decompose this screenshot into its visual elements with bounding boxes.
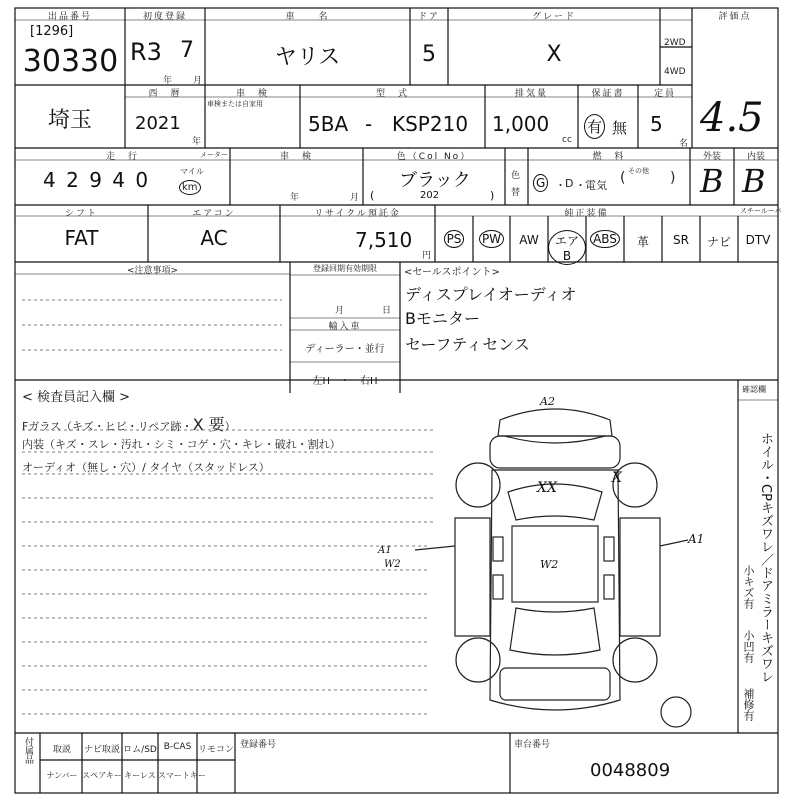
score-label: 評価点 bbox=[718, 12, 752, 22]
ac: AC bbox=[200, 226, 228, 250]
model-dash: - bbox=[365, 112, 373, 136]
yen-unit: 円 bbox=[422, 251, 432, 261]
deadline-month: 月 bbox=[335, 306, 345, 316]
mileage-digit: 4 bbox=[112, 168, 128, 192]
lot-number: 30330 bbox=[22, 44, 119, 79]
mileage-digit: 2 bbox=[66, 168, 81, 192]
cc-unit: cc bbox=[562, 135, 572, 145]
drive-4wd: 4WD bbox=[664, 67, 686, 77]
lot-sub-number: [1296] bbox=[30, 24, 74, 39]
equipment-airbag: エアB bbox=[548, 230, 586, 265]
damage-mark: W2 bbox=[384, 559, 401, 570]
accessory: リモコン bbox=[197, 745, 234, 755]
exterior-grade: B bbox=[700, 162, 724, 200]
equipment-ps: PS bbox=[435, 230, 473, 248]
dealer-parallel: ディーラー・並行 bbox=[305, 344, 385, 355]
first-registration-month: 7 bbox=[180, 38, 194, 63]
sales-points-label: <セールスポイント> bbox=[404, 267, 500, 278]
mileage-digit: 0 bbox=[135, 168, 151, 192]
inspection-expiry-year: 年 bbox=[290, 193, 300, 203]
equipment-aw: AW bbox=[519, 233, 539, 247]
equipment-label: 純正装備 bbox=[564, 209, 609, 219]
inspector-line-glass: Fガラス（キズ・ヒビ・リペア跡・X 要） bbox=[22, 415, 236, 434]
score: 4.5 bbox=[700, 95, 764, 141]
damage-mark: W2 bbox=[540, 558, 559, 571]
sales-point: Bモニター bbox=[405, 309, 480, 328]
doors-label: ドア bbox=[418, 12, 440, 22]
damage-mark: A2 bbox=[540, 395, 555, 408]
region: 埼玉 bbox=[47, 108, 92, 133]
fuel-paren-open: ( bbox=[620, 170, 626, 186]
damage-mark: A1 bbox=[688, 532, 705, 546]
interior-label: 内装 bbox=[746, 152, 765, 162]
first-registration-label: 初度登録 bbox=[142, 12, 187, 22]
accessory: 取説 bbox=[52, 745, 71, 755]
damage-mark: XX bbox=[537, 480, 557, 496]
misc-label: スチールーバ bbox=[740, 207, 782, 215]
accessories-label: 付属品 bbox=[23, 737, 33, 764]
fuel-dot: ・ bbox=[555, 179, 566, 192]
fuel-paren-close: ) bbox=[670, 170, 676, 186]
month-char: 月 bbox=[193, 76, 203, 86]
mileage-unit-mile: マイル bbox=[180, 167, 204, 176]
mileage-digit: 4 bbox=[43, 168, 58, 192]
inspector-line-interior: 内装（キズ・スレ・汚れ・シミ・コゲ・穴・キレ・破れ・割れ） bbox=[22, 438, 341, 451]
fuel-electric: 電気 bbox=[585, 179, 607, 192]
equipment-leather: 革 bbox=[636, 235, 649, 249]
mileage-digit: 9 bbox=[89, 168, 104, 192]
damage-mark: A1 bbox=[378, 545, 392, 556]
warranty-no: 無 bbox=[612, 119, 628, 137]
handle-side: 左H ・ 右H bbox=[312, 376, 378, 387]
meter-label: メーター bbox=[200, 151, 228, 159]
capacity-unit: 名 bbox=[679, 139, 689, 149]
accessory: ナビ取説 bbox=[83, 745, 120, 755]
year-suffix: 年 bbox=[192, 137, 202, 147]
repaint-label: 色 bbox=[511, 171, 521, 181]
accessory: スマートキー bbox=[158, 771, 206, 780]
registration-number-label: 登録番号 bbox=[240, 740, 277, 750]
color-code: 202 bbox=[420, 190, 440, 201]
warranty-label: 保証書 bbox=[591, 89, 625, 99]
repaint-label: 替 bbox=[511, 188, 521, 198]
side-note: 小キズ有 bbox=[742, 565, 755, 609]
displacement: 1,000 bbox=[492, 112, 550, 136]
color-paren-close: ) bbox=[490, 189, 495, 202]
damage-mark: X bbox=[612, 470, 622, 486]
displacement-label: 排気量 bbox=[514, 89, 548, 99]
equipment-abs: ABS bbox=[586, 230, 624, 248]
year-char: 年 bbox=[163, 76, 173, 86]
equipment-sunroof: SR bbox=[673, 233, 689, 247]
grade-label: グレード bbox=[531, 12, 576, 22]
sales-point: セーフティセンス bbox=[405, 335, 530, 354]
side-note: 小凹有 bbox=[742, 630, 755, 663]
inspection-note: 車検または自家用 bbox=[207, 100, 263, 108]
model-prefix: 5BA bbox=[308, 112, 349, 136]
first-registration-era: R3 bbox=[130, 38, 162, 66]
recycle-fee: 7,510 bbox=[355, 228, 413, 252]
accessory: ナンバー bbox=[46, 771, 78, 780]
sales-point: ディスプレイオーディオ bbox=[405, 285, 577, 304]
equipment-navi: ナビ bbox=[706, 235, 731, 249]
warranty-yes: 有 bbox=[584, 114, 605, 139]
doors: 5 bbox=[422, 42, 436, 67]
exterior-label: 外装 bbox=[702, 152, 721, 162]
car-name: ヤリス bbox=[274, 45, 341, 70]
drive-2wd: 2WD bbox=[664, 38, 686, 48]
fuel-label: 燃 料 bbox=[592, 152, 626, 162]
registration-deadline-label: 登録回期有効期限 bbox=[313, 264, 377, 273]
model-label: 型 式 bbox=[375, 89, 409, 99]
grade: X bbox=[546, 42, 562, 67]
fuel-dot: ・ bbox=[575, 179, 586, 192]
inspector-line-audio: オーディオ（無し・穴）/ タイヤ（スタッドレス） bbox=[22, 461, 270, 474]
accessory: スペアキー bbox=[82, 771, 122, 780]
shift-label: シフト bbox=[64, 209, 98, 219]
ac-label: エアコン bbox=[192, 209, 236, 219]
year: 2021 bbox=[135, 113, 181, 134]
fuel-d: D bbox=[565, 177, 574, 190]
equipment-dtv: DTV bbox=[745, 233, 771, 247]
accessory: キーレス bbox=[124, 771, 156, 780]
deadline-day: 日 bbox=[382, 306, 392, 316]
side-note: 補修有 bbox=[742, 688, 755, 721]
caution-label: <注意事項> bbox=[126, 266, 179, 276]
shift: FAT bbox=[64, 226, 99, 250]
model-code: KSP210 bbox=[392, 112, 469, 136]
inspector-title: < 検査員記入欄 > bbox=[22, 390, 131, 405]
inspection-label: 車 検 bbox=[235, 89, 269, 99]
chassis-number: 0048809 bbox=[590, 760, 671, 781]
capacity-label: 定員 bbox=[653, 89, 676, 99]
year-label: 西 暦 bbox=[148, 89, 182, 99]
accessory: B-CAS bbox=[163, 742, 192, 752]
inspection-expiry-label: 車 検 bbox=[279, 152, 313, 162]
car-name-label: 車 名 bbox=[285, 12, 330, 22]
inspection-expiry-month: 月 bbox=[350, 193, 360, 203]
color-label: 色（Col No） bbox=[396, 152, 472, 162]
mileage-label: 走 行 bbox=[105, 152, 139, 162]
fuel-other: その他 bbox=[628, 167, 649, 175]
side-note: ホイル・CPキズワレ／ドアミラーキズワレ bbox=[758, 432, 773, 683]
color: ブラック bbox=[399, 170, 471, 191]
fuel-g: G bbox=[533, 174, 548, 192]
recycle-label: リサイクル預託金 bbox=[314, 209, 401, 219]
equipment-pw: PW bbox=[473, 230, 510, 248]
mileage-unit-km: km bbox=[179, 180, 201, 195]
capacity: 5 bbox=[650, 112, 663, 136]
lot-number-label: 出品番号 bbox=[47, 12, 92, 22]
accessory: ロム/SD bbox=[123, 745, 157, 755]
interior-grade: B bbox=[742, 162, 766, 200]
color-paren-open: ( bbox=[370, 189, 375, 202]
check-label: 確認欄 bbox=[742, 385, 766, 394]
chassis-number-label: 車台番号 bbox=[514, 740, 551, 750]
import-label: 輸入車 bbox=[328, 322, 362, 332]
